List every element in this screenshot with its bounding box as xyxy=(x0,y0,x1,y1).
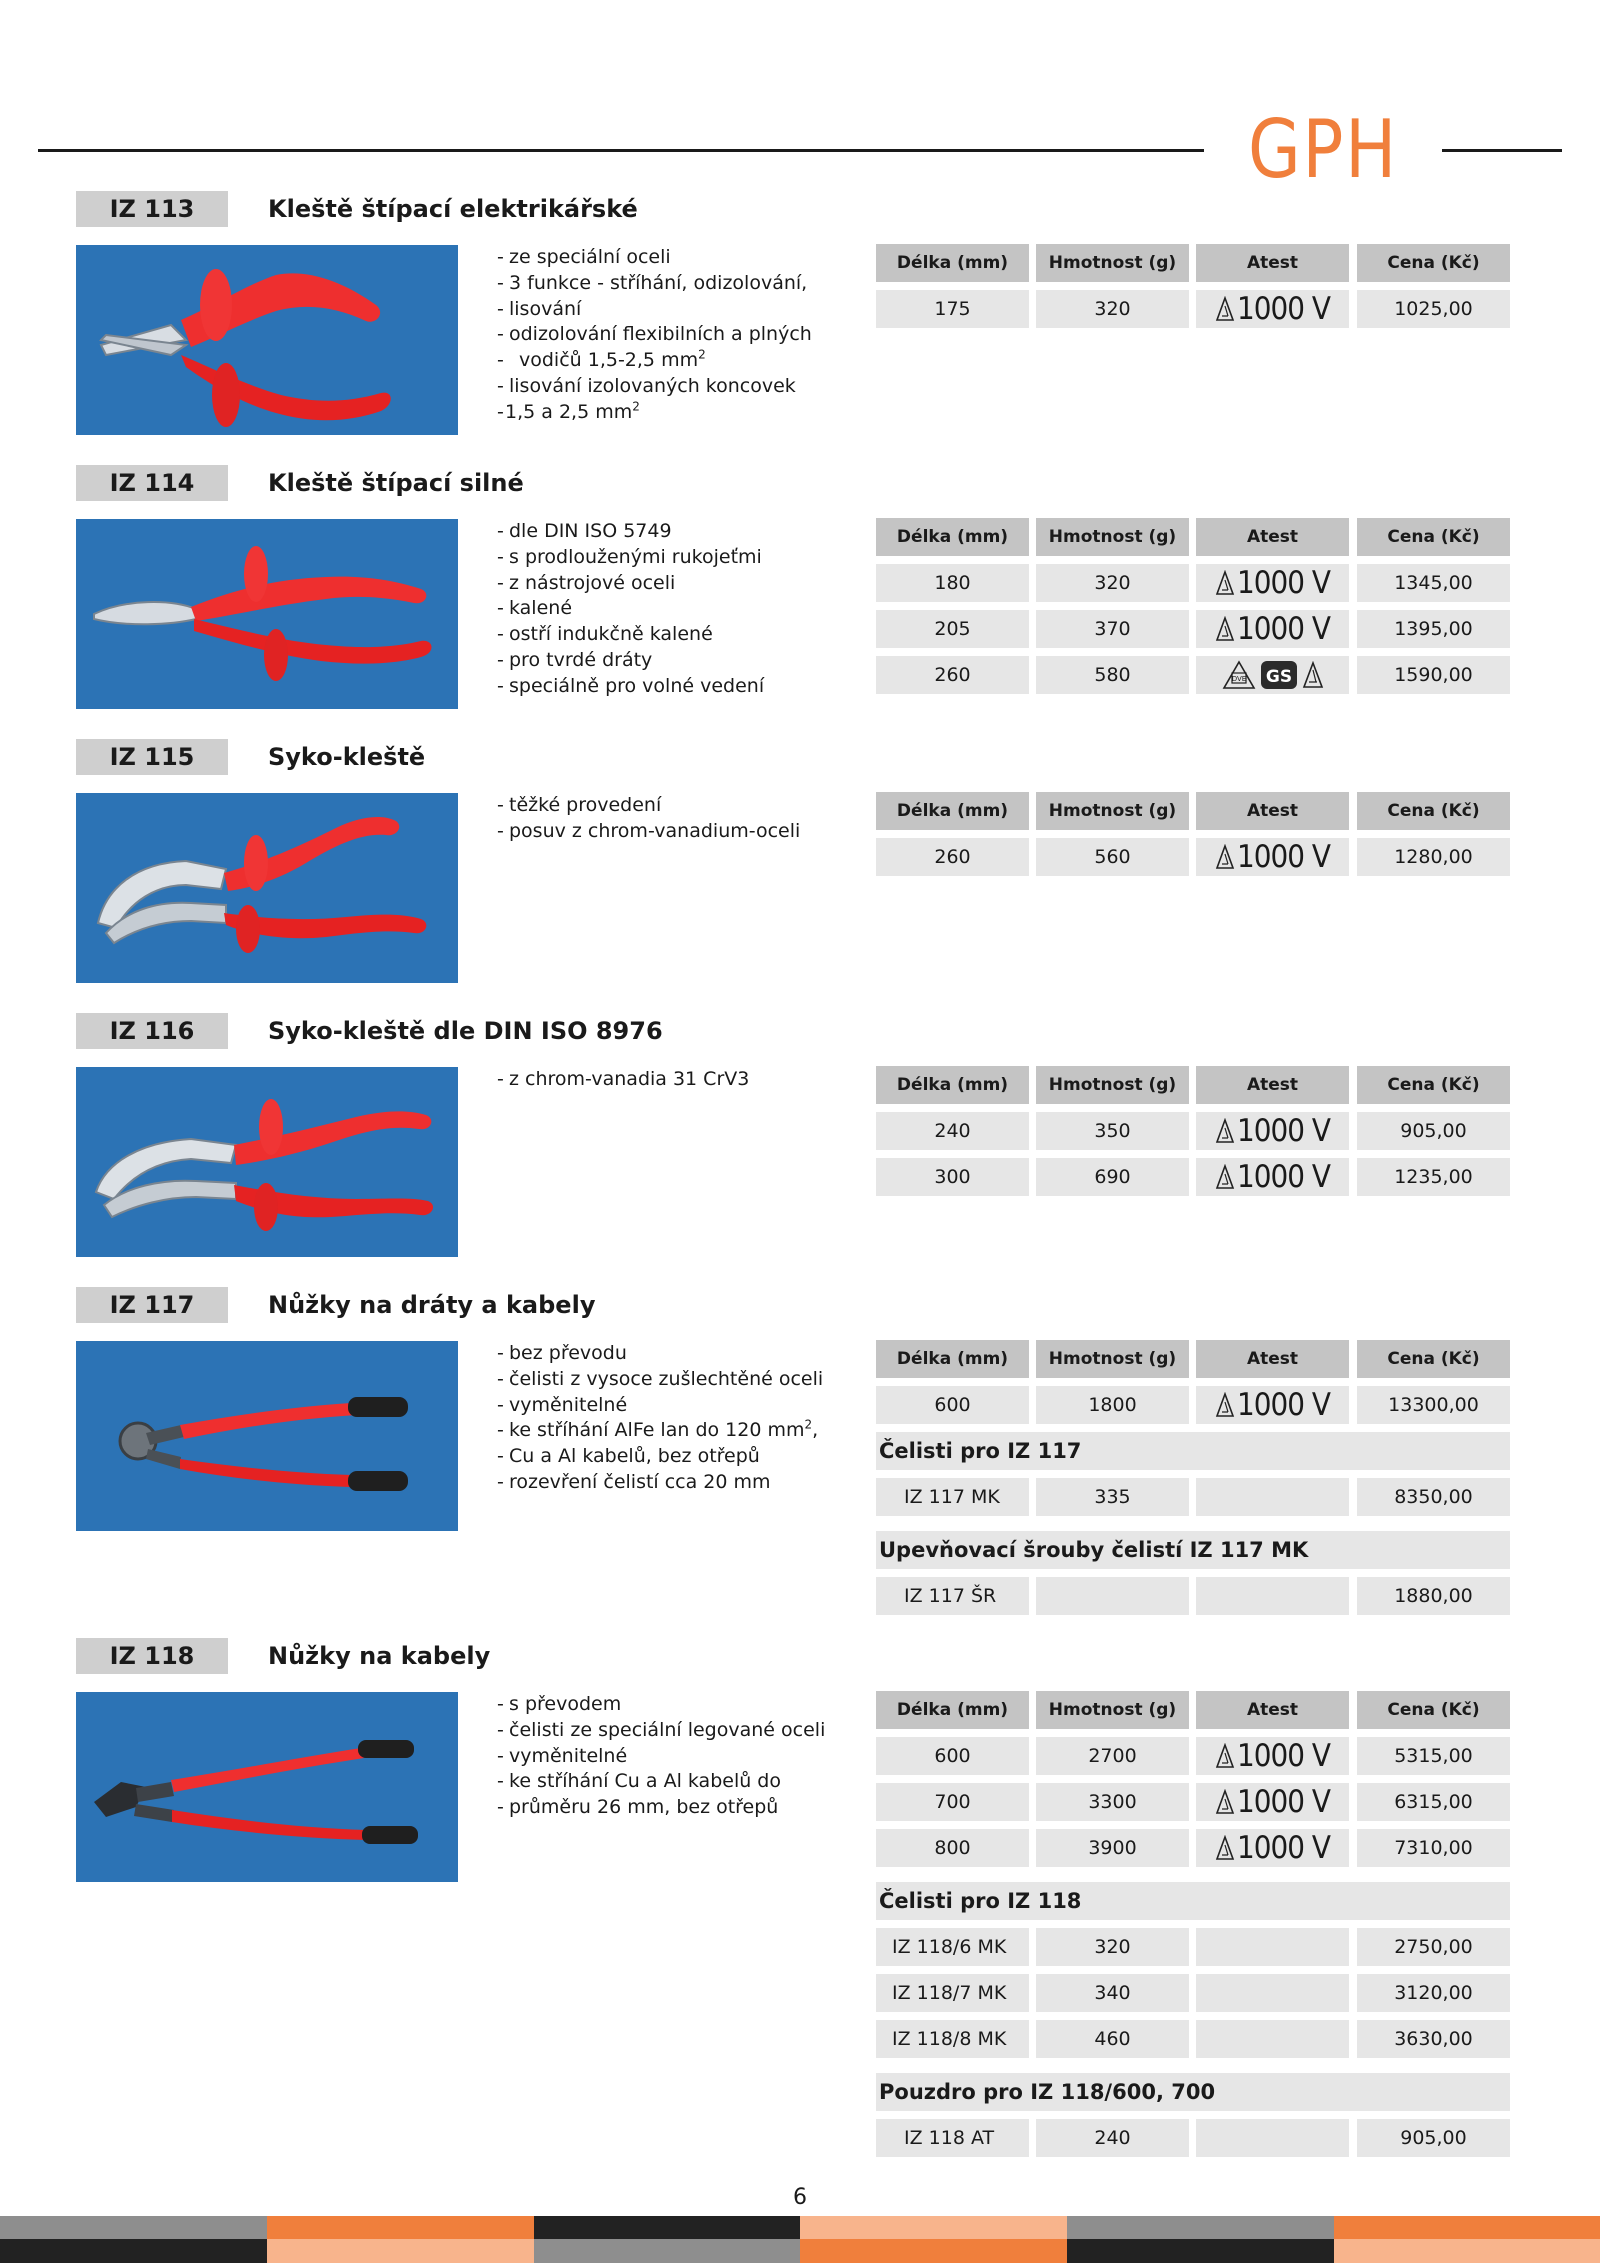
subsection-heading: Čelisti pro IZ 118 xyxy=(876,1882,1510,1920)
price-cell: 1280,00 xyxy=(1357,838,1510,876)
table-row xyxy=(876,1577,1510,1615)
header-weight: Hmotnost (g) xyxy=(1036,792,1189,830)
header-length: Délka (mm) xyxy=(876,518,1029,556)
atest-cell xyxy=(1196,838,1349,876)
weight-cell: 580 xyxy=(1036,656,1189,694)
feature-item: - vyměnitelné xyxy=(497,1393,827,1419)
price-cell: 905,00 xyxy=(1357,2119,1510,2157)
product-photo xyxy=(76,1067,458,1257)
price-cell: 905,00 xyxy=(1357,1112,1510,1150)
voltage-rating: 1000 V xyxy=(1237,1738,1330,1774)
weight-cell: 690 xyxy=(1036,1158,1189,1196)
price-cell: 3630,00 xyxy=(1357,2020,1510,2058)
feature-item: - vodičů 1,5-2,5 $mm^2$ xyxy=(497,348,827,374)
feature-item: - ostří indukčně kalené xyxy=(497,622,827,648)
weight-cell: 350 xyxy=(1036,1112,1189,1150)
product-code: IZ 115 xyxy=(76,739,228,775)
weight-cell: 370 xyxy=(1036,610,1189,648)
weight-cell: 460 xyxy=(1036,2020,1189,2058)
price-cell: 6315,00 xyxy=(1357,1783,1510,1821)
weight-cell: 340 xyxy=(1036,1974,1189,2012)
product-code: IZ 118 xyxy=(76,1638,228,1674)
atest-cell xyxy=(1196,1386,1349,1424)
length-cell: 240 xyxy=(876,1112,1029,1150)
footer-bar-segment xyxy=(1334,2216,1600,2239)
atest-cell xyxy=(1196,1974,1349,2012)
feature-item: - průměru 26 mm, bez otřepů xyxy=(497,1795,827,1821)
header-rule-right xyxy=(1442,149,1562,152)
table-header-row xyxy=(876,1691,1510,1729)
footer-bar-segment xyxy=(267,2239,534,2263)
part-code-cell: IZ 118/8 MK xyxy=(876,2020,1029,2058)
length-cell: 180 xyxy=(876,564,1029,602)
table-row xyxy=(876,610,1510,648)
feature-item: - čelisti ze speciální legované oceli xyxy=(497,1718,827,1744)
footer-bar-segment xyxy=(1067,2239,1334,2263)
footer-bar-segment xyxy=(534,2239,800,2263)
length-cell: 800 xyxy=(876,1829,1029,1867)
table-row xyxy=(876,1158,1510,1196)
table-header-row xyxy=(876,518,1510,556)
weight-cell: 320 xyxy=(1036,564,1189,602)
voltage-rating: 1000 V xyxy=(1237,611,1330,647)
voltage-rating: 1000 V xyxy=(1237,1159,1330,1195)
feature-item: - s převodem xyxy=(497,1692,827,1718)
footer-bar-segment xyxy=(0,2216,267,2239)
gs-icon xyxy=(1260,660,1298,690)
insulation-triangle-icon xyxy=(1215,616,1235,642)
header-weight: Hmotnost (g) xyxy=(1036,1066,1189,1104)
feature-list xyxy=(497,1067,827,1093)
feature-list xyxy=(497,793,827,845)
header-weight: Hmotnost (g) xyxy=(1036,1691,1189,1729)
insulation-triangle-icon xyxy=(1215,844,1235,870)
part-code-cell: IZ 117 MK xyxy=(876,1478,1029,1516)
svg-text:GS: GS xyxy=(1265,667,1292,687)
atest-cell xyxy=(1196,1112,1349,1150)
length-cell: 600 xyxy=(876,1737,1029,1775)
subsection-heading: Čelisti pro IZ 117 xyxy=(876,1432,1510,1470)
table-header-row xyxy=(876,244,1510,282)
price-cell: 3120,00 xyxy=(1357,1974,1510,2012)
subsection-heading: Upevňovací šrouby čelistí IZ 117 MK xyxy=(876,1531,1510,1569)
feature-item: - lisování izolovaných koncovek xyxy=(497,374,827,400)
header-rule-left xyxy=(38,149,1204,152)
header-atest: Atest xyxy=(1196,1691,1349,1729)
weight-cell: 320 xyxy=(1036,1928,1189,1966)
table-header-row xyxy=(876,792,1510,830)
insulation-triangle-icon xyxy=(1215,1743,1235,1769)
atest-cell xyxy=(1196,1928,1349,1966)
atest-cell xyxy=(1196,1158,1349,1196)
price-cell: 2750,00 xyxy=(1357,1928,1510,1966)
insulation-triangle-icon xyxy=(1215,1835,1235,1861)
atest-cell xyxy=(1196,1478,1349,1516)
weight-cell: 335 xyxy=(1036,1478,1189,1516)
table-row xyxy=(876,1112,1510,1150)
insulation-triangle-icon xyxy=(1215,1164,1235,1190)
feature-item: - odizolování flexibilních a plných xyxy=(497,322,827,348)
product-photo xyxy=(76,245,458,435)
table-row xyxy=(876,564,1510,602)
header-weight: Hmotnost (g) xyxy=(1036,518,1189,556)
insulation-triangle-icon xyxy=(1215,296,1235,322)
footer-bar-segment xyxy=(1334,2239,1600,2263)
table-row xyxy=(876,1783,1510,1821)
subsection-heading: Pouzdro pro IZ 118/600, 700 xyxy=(876,2073,1510,2111)
vde-icon xyxy=(1222,660,1256,690)
price-cell: 5315,00 xyxy=(1357,1737,1510,1775)
feature-item: - ke stříhání Cu a Al kabelů do xyxy=(497,1769,827,1795)
footer-color-bars xyxy=(0,2216,1600,2263)
weight-cell: 2700 xyxy=(1036,1737,1189,1775)
header-atest: Atest xyxy=(1196,1340,1349,1378)
part-code-cell: IZ 117 ŠR xyxy=(876,1577,1029,1615)
length-cell: 205 xyxy=(876,610,1029,648)
voltage-rating: 1000 V xyxy=(1237,839,1330,875)
gph-logo xyxy=(1248,105,1408,185)
insulation-triangle-icon xyxy=(1215,1392,1235,1418)
table-row xyxy=(876,1829,1510,1867)
price-cell: 1590,00 xyxy=(1357,656,1510,694)
feature-item: - pro tvrdé dráty xyxy=(497,648,827,674)
price-cell: 13300,00 xyxy=(1357,1386,1510,1424)
table-row xyxy=(876,1478,1510,1516)
voltage-rating: 1000 V xyxy=(1237,1387,1330,1423)
header-atest: Atest xyxy=(1196,1066,1349,1104)
header-price: Cena (Kč) xyxy=(1357,1066,1510,1104)
length-cell: 300 xyxy=(876,1158,1029,1196)
svg-text:DVE: DVE xyxy=(1231,675,1246,683)
header-length: Délka (mm) xyxy=(876,1066,1029,1104)
header-length: Délka (mm) xyxy=(876,792,1029,830)
product-title: Kleště štípací elektrikářské xyxy=(268,195,638,223)
product-code: IZ 116 xyxy=(76,1013,228,1049)
table-header-row xyxy=(876,1340,1510,1378)
product-title: Syko-kleště xyxy=(268,743,426,771)
atest-cell xyxy=(1196,656,1349,694)
page-number: 6 xyxy=(793,2185,807,2210)
feature-list xyxy=(497,1692,827,1821)
length-cell: 600 xyxy=(876,1386,1029,1424)
price-cell: 1395,00 xyxy=(1357,610,1510,648)
header-weight: Hmotnost (g) xyxy=(1036,244,1189,282)
feature-item: - 3 funkce - stříhání, odizolování, xyxy=(497,271,827,297)
footer-bar-segment xyxy=(800,2239,1067,2263)
voltage-rating: 1000 V xyxy=(1237,291,1330,327)
product-code: IZ 114 xyxy=(76,465,228,501)
voltage-rating: 1000 V xyxy=(1237,1830,1330,1866)
voltage-rating: 1000 V xyxy=(1237,1113,1330,1149)
atest-cell xyxy=(1196,290,1349,328)
weight-cell: 240 xyxy=(1036,2119,1189,2157)
feature-item: - posuv z chrom-vanadium-oceli xyxy=(497,819,827,845)
table-row xyxy=(876,838,1510,876)
length-cell: 260 xyxy=(876,838,1029,876)
header-price: Cena (Kč) xyxy=(1357,518,1510,556)
feature-item: - těžké provedení xyxy=(497,793,827,819)
atest-cell xyxy=(1196,1737,1349,1775)
product-code: IZ 117 xyxy=(76,1287,228,1323)
table-row xyxy=(876,2020,1510,2058)
header-weight: Hmotnost (g) xyxy=(1036,1340,1189,1378)
product-title: Nůžky na kabely xyxy=(268,1642,491,1670)
product-title: Nůžky na dráty a kabely xyxy=(268,1291,596,1319)
weight-cell: 3300 xyxy=(1036,1783,1189,1821)
feature-item: - z nástrojové oceli xyxy=(497,571,827,597)
weight-cell: 1800 xyxy=(1036,1386,1189,1424)
atest-cell xyxy=(1196,564,1349,602)
footer-bar-segment xyxy=(534,2216,800,2239)
feature-item: - speciálně pro volné vedení xyxy=(497,674,827,700)
price-cell: 1880,00 xyxy=(1357,1577,1510,1615)
voltage-rating: 1000 V xyxy=(1237,1784,1330,1820)
feature-item: - s prodlouženými rukojeťmi xyxy=(497,545,827,571)
table-header-row xyxy=(876,1066,1510,1104)
product-photo xyxy=(76,1692,458,1882)
weight-cell: 320 xyxy=(1036,290,1189,328)
product-photo xyxy=(76,519,458,709)
atest-cell xyxy=(1196,2119,1349,2157)
atest-cell xyxy=(1196,2020,1349,2058)
insulation-triangle-icon xyxy=(1215,1789,1235,1815)
price-cell: 1345,00 xyxy=(1357,564,1510,602)
feature-item: - Cu a Al kabelů, bez otřepů xyxy=(497,1444,827,1470)
header-length: Délka (mm) xyxy=(876,1340,1029,1378)
header-atest: Atest xyxy=(1196,518,1349,556)
feature-list xyxy=(497,245,827,426)
voltage-rating: 1000 V xyxy=(1237,565,1330,601)
header-length: Délka (mm) xyxy=(876,244,1029,282)
header-price: Cena (Kč) xyxy=(1357,1340,1510,1378)
feature-item: - z chrom-vanadia 31 CrV3 xyxy=(497,1067,827,1093)
price-cell: 8350,00 xyxy=(1357,1478,1510,1516)
footer-bar-segment xyxy=(267,2216,534,2239)
feature-item: - kalené xyxy=(497,596,827,622)
insulation-triangle-icon xyxy=(1302,661,1324,689)
feature-item: - rozevření čelistí cca 20 mm xyxy=(497,1470,827,1496)
product-photo xyxy=(76,793,458,983)
product-photo xyxy=(76,1341,458,1531)
feature-item: - vyměnitelné xyxy=(497,1744,827,1770)
price-cell: 1235,00 xyxy=(1357,1158,1510,1196)
atest-cell xyxy=(1196,1783,1349,1821)
svg-text:GPH: GPH xyxy=(1248,105,1398,185)
feature-item: - čelisti z vysoce zušlechtěné oceli xyxy=(497,1367,827,1393)
footer-bar-segment xyxy=(1067,2216,1334,2239)
atest-cell xyxy=(1196,1577,1349,1615)
weight-cell: 3900 xyxy=(1036,1829,1189,1867)
feature-item: - lisování xyxy=(497,297,827,323)
feature-list xyxy=(497,519,827,700)
feature-item: - ke stříhání AlFe lan do 120 $mm^2$, xyxy=(497,1418,827,1444)
product-code: IZ 113 xyxy=(76,191,228,227)
part-code-cell: IZ 118/7 MK xyxy=(876,1974,1029,2012)
price-cell: 1025,00 xyxy=(1357,290,1510,328)
header-atest: Atest xyxy=(1196,244,1349,282)
feature-list xyxy=(497,1341,827,1496)
weight-cell xyxy=(1036,1577,1189,1615)
header-price: Cena (Kč) xyxy=(1357,244,1510,282)
header-length: Délka (mm) xyxy=(876,1691,1029,1729)
product-title: Kleště štípací silné xyxy=(268,469,524,497)
length-cell: 175 xyxy=(876,290,1029,328)
product-title: Syko-kleště dle DIN ISO 8976 xyxy=(268,1017,663,1045)
header-price: Cena (Kč) xyxy=(1357,792,1510,830)
footer-bar-segment xyxy=(0,2239,267,2263)
insulation-triangle-icon xyxy=(1215,570,1235,596)
atest-cell xyxy=(1196,610,1349,648)
weight-cell: 560 xyxy=(1036,838,1189,876)
price-cell: 7310,00 xyxy=(1357,1829,1510,1867)
table-row xyxy=(876,656,1510,694)
length-cell: 260 xyxy=(876,656,1029,694)
table-row xyxy=(876,1386,1510,1424)
atest-cell xyxy=(1196,1829,1349,1867)
footer-bar-segment xyxy=(800,2216,1067,2239)
table-row xyxy=(876,1737,1510,1775)
feature-item: - bez převodu xyxy=(497,1341,827,1367)
feature-item: - dle DIN ISO 5749 xyxy=(497,519,827,545)
part-code-cell: IZ 118/6 MK xyxy=(876,1928,1029,1966)
table-row xyxy=(876,2119,1510,2157)
header-price: Cena (Kč) xyxy=(1357,1691,1510,1729)
insulation-triangle-icon xyxy=(1215,1118,1235,1144)
table-row xyxy=(876,1928,1510,1966)
feature-item: - ze speciální oceli xyxy=(497,245,827,271)
header-atest: Atest xyxy=(1196,792,1349,830)
table-row xyxy=(876,1974,1510,2012)
part-code-cell: IZ 118 AT xyxy=(876,2119,1029,2157)
length-cell: 700 xyxy=(876,1783,1029,1821)
table-row xyxy=(876,290,1510,328)
feature-item: - 1,5 a 2,5 $mm^2$ xyxy=(497,400,827,426)
